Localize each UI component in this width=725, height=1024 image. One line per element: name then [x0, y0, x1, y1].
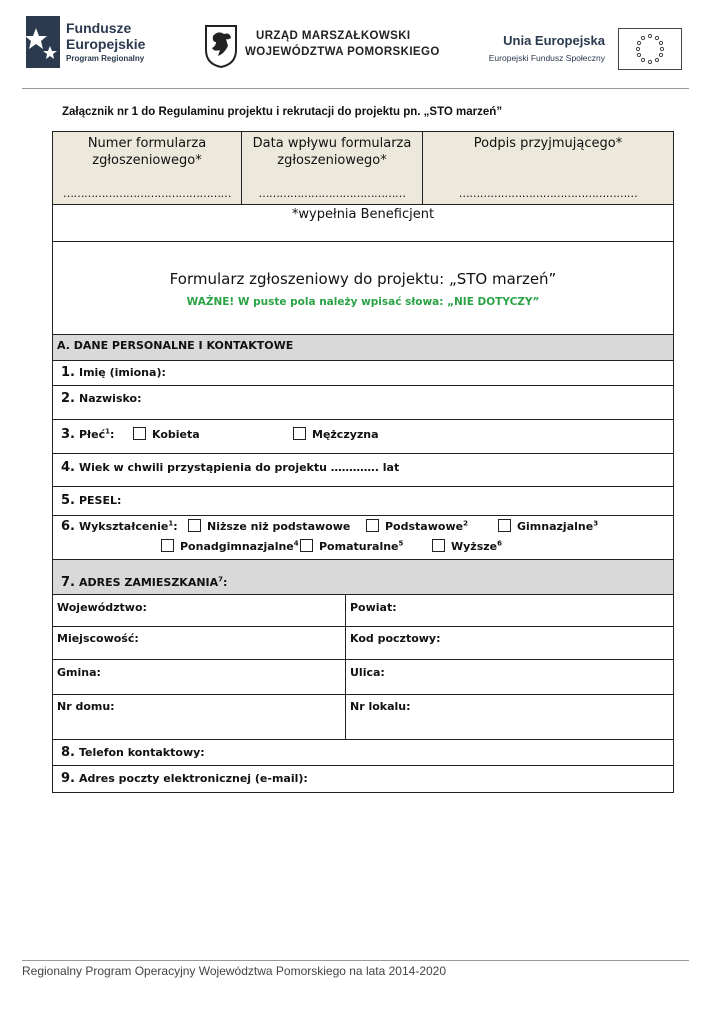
- form-title: Formularz zgłoszeniowy do projektu: „STO marzeń”: [169, 270, 557, 288]
- pesel-row[interactable]: [53, 486, 673, 515]
- beneficiary-note: *wypełnia Beneficjent: [291, 207, 435, 222]
- upper-secondary-checkbox[interactable]: [161, 539, 174, 552]
- form-number-dots: …………………………………………: [63, 187, 231, 200]
- email-row[interactable]: [53, 765, 673, 792]
- phone-label: Telefon kontaktowy:: [78, 746, 205, 759]
- field-2-number: 2.: [61, 391, 75, 406]
- primary-checkbox[interactable]: [366, 519, 379, 532]
- field-6-number: 6.: [61, 519, 75, 534]
- post-secondary-checkbox[interactable]: [300, 539, 313, 552]
- lower-secondary-footnote: 3: [593, 519, 599, 528]
- ue-line2: Europejski Fundusz Społeczny: [488, 53, 605, 63]
- gender-colon: :: [109, 428, 115, 441]
- voivodeship-cell[interactable]: [53, 595, 346, 626]
- fe-line3: Program Regionalny: [66, 54, 145, 63]
- primary-footnote: 2: [463, 519, 468, 528]
- receiver-signature-label: Podpis przyjmującego*: [473, 136, 623, 151]
- address-row-2: [53, 626, 673, 659]
- upper-secondary-label: Ponadgimnazjalne: [180, 540, 294, 553]
- urzad-marszalkowski-logo: [200, 20, 450, 70]
- phone-row[interactable]: [53, 739, 673, 765]
- age-row[interactable]: [53, 453, 673, 486]
- fe-stars-icon: [26, 16, 60, 68]
- lower-secondary-checkbox[interactable]: [498, 519, 511, 532]
- higher-checkbox[interactable]: [432, 539, 445, 552]
- fe-line2: Europejskie: [66, 36, 146, 52]
- education-option-higher[interactable]: [432, 539, 502, 553]
- section-a-title: A. DANE PERSONALNE I KONTAKTOWE: [57, 339, 294, 352]
- beneficiary-note-row: [53, 204, 673, 241]
- last-name-row[interactable]: [53, 385, 673, 419]
- address-colon: :: [223, 576, 228, 589]
- section-a-header: [53, 334, 673, 360]
- lower-secondary-label: Gimnazjalne: [517, 520, 594, 533]
- education-option-primary[interactable]: [366, 519, 468, 533]
- first-name-row[interactable]: [53, 360, 673, 385]
- male-checkbox[interactable]: [293, 427, 306, 440]
- fundusze-europejskie-logo: [22, 12, 182, 74]
- gender-option-male[interactable]: [293, 427, 379, 441]
- fe-line1: Fundusze: [66, 20, 132, 36]
- street-label: Ulica:: [350, 666, 385, 679]
- upper-secondary-footnote: 4: [293, 539, 299, 548]
- commune-cell[interactable]: [53, 660, 346, 694]
- page-header: [0, 0, 725, 90]
- locality-cell[interactable]: [53, 627, 346, 659]
- higher-footnote: 6: [497, 539, 502, 548]
- street-cell[interactable]: [346, 660, 673, 694]
- education-option-post-secondary[interactable]: [300, 539, 403, 553]
- form-number-label: Numer formularza zgłoszeniowego*: [87, 136, 207, 168]
- house-number-label: Nr domu:: [57, 700, 115, 713]
- footer-divider: [22, 960, 689, 961]
- higher-label: Wyższe: [451, 540, 498, 553]
- below-primary-checkbox[interactable]: [188, 519, 201, 532]
- um-line1: URZĄD MARSZAŁKOWSKI: [256, 30, 411, 42]
- field-7-number: 7.: [61, 575, 75, 590]
- postal-code-label: Kod pocztowy:: [350, 632, 441, 645]
- address-footnote: 7: [218, 575, 224, 584]
- female-label: Kobieta: [152, 428, 200, 441]
- receiver-signature-dots: ……………………………………………: [458, 187, 638, 200]
- pesel-label: PESEL:: [78, 494, 122, 507]
- ue-line1: Unia Europejska: [503, 33, 605, 48]
- form-table: [52, 131, 674, 793]
- field-1-number: 1.: [61, 365, 75, 380]
- education-label: Wykształcenie: [78, 520, 169, 533]
- email-label: Adres poczty elektronicznej (e-mail):: [78, 772, 308, 785]
- apartment-number-label: Nr lokalu:: [350, 700, 411, 713]
- first-name-label: Imię (imiona):: [78, 366, 166, 379]
- form-number-cell[interactable]: [53, 132, 242, 204]
- important-note: WAŻNE! W puste pola należy wpisać słowa: „NIE DOTYCZY”: [186, 296, 540, 308]
- page-footer: Regionalny Program Operacyjny Województwa Pomorskiego na lata 2014-2020: [22, 964, 447, 978]
- house-number-cell[interactable]: [53, 695, 346, 739]
- um-line2: WOJEWÓDZTWA POMORSKIEGO: [245, 46, 440, 58]
- locality-label: Miejscowość:: [57, 632, 139, 645]
- education-colon: :: [173, 520, 178, 533]
- education-footnote: 1: [168, 519, 174, 528]
- form-title-row: [53, 241, 673, 334]
- address-row-4: [53, 694, 673, 739]
- male-label: Mężczyzna: [312, 428, 379, 441]
- field-4-number: 4.: [61, 460, 75, 475]
- education-option-lower-secondary[interactable]: [498, 519, 598, 533]
- registration-row: [53, 131, 673, 204]
- receipt-date-label: Data wpływu formularza zgłoszeniowego*: [252, 136, 412, 168]
- unia-europejska-logo: [470, 24, 615, 69]
- receipt-date-dots: ……………………………………: [258, 187, 406, 200]
- age-label: Wiek w chwili przystąpienia do projektu …………. lat: [78, 461, 400, 474]
- below-primary-label: Niższe niż podstawowe: [207, 520, 351, 533]
- post-secondary-label: Pomaturalne: [319, 540, 399, 553]
- education-option-upper-secondary[interactable]: [161, 539, 299, 553]
- field-8-number: 8.: [61, 745, 75, 760]
- gender-label: Płeć: [78, 428, 106, 441]
- gender-footnote: 1: [105, 427, 110, 436]
- receipt-date-cell[interactable]: [242, 132, 423, 204]
- gender-option-female[interactable]: [133, 427, 200, 441]
- field-9-number: 9.: [61, 771, 75, 786]
- county-label: Powiat:: [350, 601, 397, 614]
- education-row: [53, 515, 673, 559]
- last-name-label: Nazwisko:: [78, 392, 142, 405]
- address-header-row: [53, 559, 673, 594]
- annex-title: Załącznik nr 1 do Regulaminu projektu i rekrutacji do projektu pn. „STO marzeń”: [62, 106, 503, 118]
- griffin-coat-of-arms-icon: [204, 24, 238, 68]
- post-secondary-footnote: 5: [398, 539, 404, 548]
- receiver-signature-cell[interactable]: [423, 132, 673, 204]
- county-cell[interactable]: [346, 595, 673, 626]
- postal-code-cell[interactable]: [346, 627, 673, 659]
- address-row-3: [53, 659, 673, 694]
- education-option-below-primary[interactable]: [188, 519, 350, 533]
- gender-row: [53, 419, 673, 453]
- apartment-number-cell[interactable]: [346, 695, 673, 739]
- header-divider: [22, 88, 689, 89]
- address-row-1: [53, 594, 673, 626]
- eu-flag-icon: [618, 28, 682, 70]
- female-checkbox[interactable]: [133, 427, 146, 440]
- address-label: ADRES ZAMIESZKANIA: [78, 576, 219, 589]
- field-3-number: 3.: [61, 427, 75, 442]
- commune-label: Gmina:: [57, 666, 101, 679]
- primary-label: Podstawowe: [385, 520, 464, 533]
- field-5-number: 5.: [61, 493, 75, 508]
- voivodeship-label: Województwo:: [57, 601, 147, 614]
